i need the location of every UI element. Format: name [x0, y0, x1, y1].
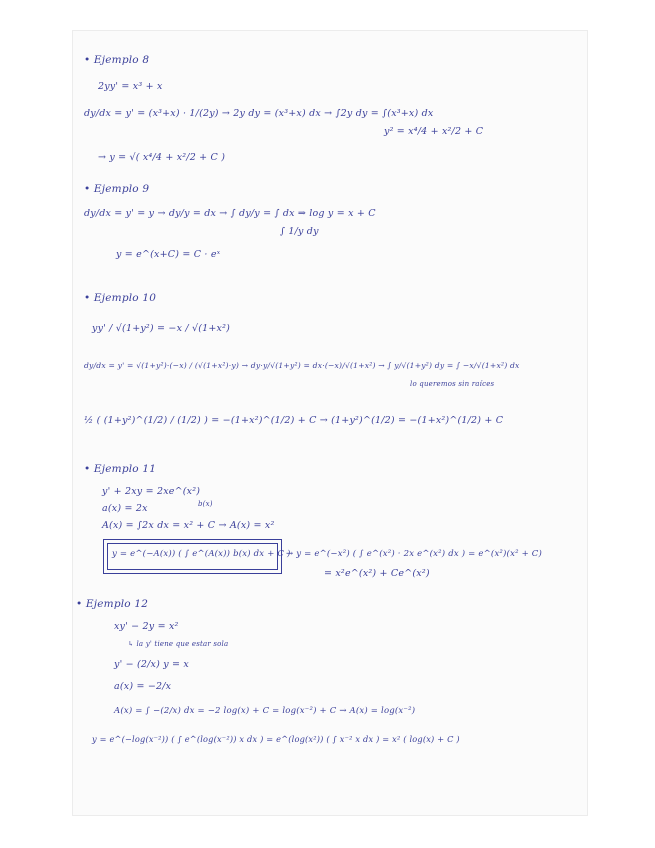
- example-9-step-1: dy/dx = y' = y → dy/y = dx → ∫ dy/y = ∫ dx ⇒ log y = x + C: [84, 208, 376, 219]
- example-12-A-of-x: A(x) = ∫ −(2/x) dx = −2 log(x) + C = log(x⁻²) + C → A(x) = log(x⁻²): [114, 706, 416, 716]
- example-10-step-1: dy/dx = y' = √(1+y²)·(−x) / (√(1+x²)·y) → dy·y/√(1+y²) = dx·(−x)/√(1+x²) → ∫ y/√(1+y²) dy = ∫ −x/√(1+x²) dx: [84, 361, 520, 370]
- example-12-heading: • Ejemplo 12: [76, 598, 149, 610]
- example-11-b-label: b(x): [198, 500, 213, 508]
- example-11-general-formula: y = e^(−A(x)) ( ∫ e^(A(x)) b(x) dx + C ): [112, 549, 291, 559]
- example-12-solution: y = e^(−log(x⁻²)) ( ∫ e^(log(x⁻²)) x dx ) = e^(log(x²)) ( ∫ x⁻² x dx ) = x² ( log(x) + C ): [92, 734, 460, 744]
- example-10-note: lo queremos sin raíces: [410, 380, 495, 388]
- example-8-step-2: y² = x⁴/4 + x²/2 + C: [384, 126, 484, 137]
- example-11-step: → y = e^(−x²) ( ∫ e^(x²) · 2x e^(x²) dx ) = e^(x²)(x² + C): [286, 549, 543, 559]
- example-10-equation: yy' / √(1+y²) = −x / √(1+x²): [92, 323, 231, 334]
- example-12-a-of-x: a(x) = −2/x: [114, 681, 172, 692]
- example-11-heading: • Ejemplo 11: [84, 463, 157, 475]
- example-12-equation: xy' − 2y = x²: [114, 621, 179, 632]
- example-12-note: ↳ la y' tiene que estar sola: [128, 640, 229, 648]
- example-11-equation: y' + 2xy = 2xe^(x²): [102, 486, 201, 497]
- example-10-solution: ½ ( (1+y²)^(1/2) / (1/2) ) = −(1+x²)^(1/2) + C → (1+y²)^(1/2) = −(1+x²)^(1/2) + C: [84, 415, 504, 426]
- example-9-heading: • Ejemplo 9: [84, 183, 150, 195]
- example-8-solution: → y = √( x⁴/4 + x²/2 + C ): [98, 152, 226, 163]
- example-12-normalized: y' − (2/x) y = x: [114, 659, 189, 670]
- example-8-equation: 2yy' = x³ + x: [98, 81, 163, 92]
- example-11-a-of-x: a(x) = 2x: [102, 503, 148, 514]
- example-9-step-2: ∫ 1/y dy: [280, 226, 319, 237]
- example-9-solution: y = e^(x+C) = C · eˣ: [116, 249, 221, 260]
- example-11-A-of-x: A(x) = ∫2x dx = x² + C → A(x) = x²: [102, 520, 275, 531]
- example-8-heading: • Ejemplo 8: [84, 54, 150, 66]
- example-10-heading: • Ejemplo 10: [84, 292, 157, 304]
- paper-sheet: [72, 30, 588, 816]
- example-11-solution: = x²e^(x²) + Ce^(x²): [324, 568, 430, 579]
- example-8-step-1: dy/dx = y' = (x³+x) · 1/(2y) → 2y dy = (x³+x) dx → ∫2y dy = ∫(x³+x) dx: [84, 108, 434, 119]
